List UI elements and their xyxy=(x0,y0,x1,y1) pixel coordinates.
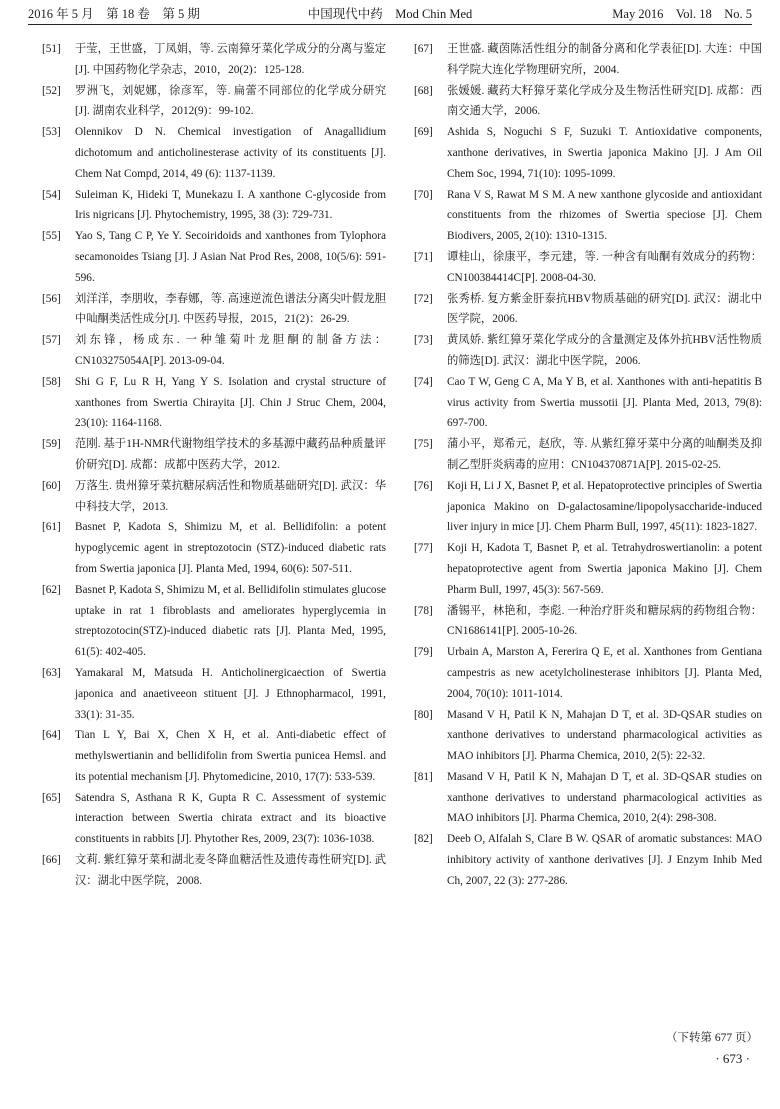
reference-entry xyxy=(414,289,762,331)
reference-number: [60] xyxy=(42,479,61,492)
reference-entry xyxy=(414,330,762,372)
reference-text: 范刚. 基于1H-NMR代谢物组学技术的多基源中藏药品种质量评价研究[D]. 成都：成都中医药大学，2012. xyxy=(75,438,386,471)
reference-text: Basnet P, Kadota S, Shimizu M, et al. Bellidifolin: a potent hypoglycemic agent in streptozotocin (STZ)-induced diabetic rats from Swertia japonica [J]. Planta Med, 1994, 60(6): 507-511. xyxy=(75,521,386,575)
reference-entry xyxy=(414,601,762,643)
page-number: · 673 · xyxy=(715,1051,750,1066)
reference-number: [82] xyxy=(414,833,433,846)
reference-entry xyxy=(42,226,386,288)
reference-number: [61] xyxy=(42,521,61,534)
reference-entry xyxy=(42,185,386,227)
reference-number: [81] xyxy=(414,770,433,783)
reference-number: [70] xyxy=(414,188,433,201)
reference-number: [78] xyxy=(414,604,433,617)
reference-text: Deeb O, Alfalah S, Clare B W. QSAR of aromatic substances: MAO inhibitory activity of xanthone derivatives [J]. J Enzym Inhib Med Ch, 2007, 22 (3): 277-286. xyxy=(447,833,762,887)
reference-number: [71] xyxy=(414,250,433,263)
reference-text: 张秀桥. 复方紫金肝泰抗HBV物质基础的研究[D]. 武汉：湖北中医学院，2006. xyxy=(447,292,762,326)
header-issue-info: 2016 年 5 月 第 18 卷 第 5 期 xyxy=(28,7,200,21)
header-journal-title: 中国现代中药 Mod Chin Med xyxy=(307,7,473,21)
reference-entry xyxy=(42,372,386,434)
reference-entry xyxy=(414,372,762,434)
reference-number: [52] xyxy=(42,84,61,97)
reference-number: [53] xyxy=(42,126,61,139)
continued-on-note: （下转第 677 页） xyxy=(666,1032,758,1044)
reference-entry xyxy=(42,476,386,518)
reference-entry xyxy=(42,39,386,81)
reference-number: [80] xyxy=(414,708,433,721)
reference-text: Urbain A, Marston A, Fererira Q E, et al. Xanthones from Gentiana campestris as new acetylcholinesterase inhibitors [J]. Planta Med, 2004, 70(10): 1011-1014. xyxy=(447,646,762,700)
reference-number: [63] xyxy=(42,666,61,679)
running-header xyxy=(28,4,752,24)
reference-text: Koji H, Li J X, Basnet P, et al. Hepatoprotective principles of Swertia japonica Makino on D-galactosamine/lipopolysaccharide-induced liver injury in mice [J]. Chem Pharm Bull, 1997, 45(11): 1823-1827. xyxy=(447,479,762,534)
reference-entry xyxy=(414,705,762,767)
reference-text: Masand V H, Patil K N, Mahajan D T, et al. 3D-QSAR studies on xanthone derivatives to understand pharmacological activities as MAO inhibitors [J]. Pharma Chemica, 2010, 2(4): 298-308. xyxy=(447,770,762,825)
reference-text: Cao T W, Geng C A, Ma Y B, et al. Xanthones with anti-hepatitis B virus activity from Swertia mussotii [J]. Planta Med, 2013, 79(8): 697-700. xyxy=(447,375,762,430)
reference-text: Suleiman K, Hideki T, Munekazu I. A xanthone C-glycoside from Iris nigricans [J]. Phytochemistry, 1995, 38 (3): 729-731. xyxy=(75,188,386,222)
reference-entry xyxy=(42,580,386,663)
reference-text: 罗洲飞，刘妮娜，徐彦军，等. 扁蕾不同部位的化学成分研究[J]. 湖南农业科学，2012(9)：99-102. xyxy=(75,84,386,118)
reference-number: [74] xyxy=(414,375,433,388)
reference-text: Satendra S, Asthana R K, Gupta R C. Assessment of systemic interaction between Swertia chirata extract and its bioactive constituents in rabbits [J]. Phytother Res, 2009, 23(7): 1036-1038. xyxy=(75,791,386,846)
reference-text: 潘锡平，林艳和，李彪. 一种治疗肝炎和糖尿病的药物组合物：CN1686141[P]. 2005-10-26. xyxy=(447,604,762,638)
reference-number: [64] xyxy=(42,729,61,742)
reference-text: Rana V S, Rawat M S M. A new xanthone glycoside and antioxidant constituents from the rhizomes of Swertia speciose [J]. Chem Biodivers, 2005, 2(10): 1310-1315. xyxy=(447,188,762,243)
reference-number: [79] xyxy=(414,646,433,659)
reference-entry xyxy=(42,122,386,184)
reference-text: Masand V H, Patil K N, Mahajan D T, et al. 3D-QSAR studies on xanthone derivatives to understand pharmacological activities as MAO inhibitors [J]. Pharma Chemica, 2010, 2(5): 22-32. xyxy=(447,708,762,763)
reference-number: [54] xyxy=(42,188,61,201)
reference-entry xyxy=(42,434,386,476)
reference-number: [55] xyxy=(42,230,61,243)
reference-text: Koji H, Kadota T, Basnet P, et al. Tetrahydroswertianolin: a potent hepatoprotective agent from Swertia japonica Makino [J]. Chem Pharm Bull, 1997, 45(3): 567-569. xyxy=(447,542,762,596)
reference-text: 文莉. 紫红獐牙菜和湖北麦冬降血糖活性及遗传毒性研究[D]. 武汉：湖北中医学院，2008. xyxy=(75,854,386,887)
reference-number: [62] xyxy=(42,583,61,596)
reference-entry xyxy=(42,850,386,892)
reference-text: Shi G F, Lu R H, Yang Y S. Isolation and crystal structure of xanthones from Swertia Chirayita [J]. Chin J Struc Chem, 2004, 23(10): 1164-1168. xyxy=(75,375,386,430)
reference-number: [56] xyxy=(42,292,61,305)
reference-text: Ashida S, Noguchi S F, Suzuki T. Antioxidative components, xanthone derivatives, in Swertia japonica Makino [J]. J Am Oil Chem Soc, 1994, 71(10): 1095-1099. xyxy=(447,126,762,180)
reference-text: Yamakaral M, Matsuda H. Anticholinergicaection of Swertia japonica and anaetiveeon stituent [J]. J Ethnopharmacol, 1991, 33(1): 31-35. xyxy=(75,666,386,721)
reference-entry xyxy=(414,642,762,704)
reference-text: 万落生. 贵州獐牙菜抗糖尿病活性和物质基础研究[D]. 武汉：华中科技大学，2013. xyxy=(75,479,386,513)
reference-entry xyxy=(414,81,762,123)
reference-number: [75] xyxy=(414,438,433,451)
reference-text: Tian L Y, Bai X, Chen X H, et al. Anti-diabetic effect of methylswertianin and bellidifolin from Swertia punicea Hemsl. and its potential mechanism [J]. Phytomedicine, 2010, 17(7): 533-539. xyxy=(75,729,386,783)
reference-text: 于莹，王世盛，丁凤娟，等. 云南獐牙菜化学成分的分离与鉴定[J]. 中国药物化学杂志，2010，20(2)：125-128. xyxy=(75,43,386,76)
reference-entry xyxy=(42,663,386,725)
reference-entry xyxy=(414,476,762,538)
reference-text: 刘东锋，杨成东. 一种雏菊叶龙胆酮的制备方法：CN103275054A[P]. 2013-09-04. xyxy=(75,334,386,367)
reference-text: 刘洋洋，李朋收，李春娜，等. 高速逆流色谱法分离尖叶假龙胆中𠮿酮类活性成分[J]. 中医药导报，2015，21(2)：26-29. xyxy=(75,292,386,326)
reference-entry xyxy=(42,517,386,579)
reference-number: [65] xyxy=(42,791,61,804)
references-left-column xyxy=(42,39,386,892)
reference-text: Yao S, Tang C P, Ye Y. Secoiridoids and xanthones from Tylophora secamonoides Tsiang [J]. J Asian Nat Prod Res, 2008, 10(5/6): 591-596. xyxy=(75,230,386,284)
reference-text: Olennikov D N. Chemical investigation of Anagallidium dichotomum and anticholinesterase activity of its constituents [J]. Chem Nat Compd, 2014, 49 (6): 1137-1139. xyxy=(75,126,386,180)
reference-text: 黄凤娇. 紫红獐牙菜化学成分的含量测定及体外抗HBV活性物质的筛选[D]. 武汉：湖北中医学院，2006. xyxy=(447,334,762,367)
reference-entry xyxy=(414,829,762,891)
reference-entry xyxy=(414,122,762,184)
reference-entry xyxy=(414,767,762,829)
reference-number: [67] xyxy=(414,43,433,55)
reference-number: [57] xyxy=(42,334,61,347)
reference-number: [68] xyxy=(414,84,433,97)
reference-number: [72] xyxy=(414,292,433,305)
reference-number: [77] xyxy=(414,542,433,555)
reference-number: [59] xyxy=(42,438,61,451)
reference-text: 王世盛. 藏茵陈活性组分的制备分离和化学表征[D]. 大连：中国科学院大连化学物理研究所，2004. xyxy=(447,43,762,76)
reference-entry xyxy=(42,289,386,331)
reference-entry xyxy=(42,330,386,372)
reference-number: [69] xyxy=(414,126,433,139)
reference-text: 谭桂山，徐康平，李元建，等. 一种含有𠮿酮有效成分的药物：CN100384414C[P]. 2008-04-30. xyxy=(447,250,762,284)
references-right-column xyxy=(414,39,762,892)
reference-number: [66] xyxy=(42,854,61,867)
reference-entry xyxy=(42,81,386,123)
header-issue-info-en: May 2016 Vol. 18 No. 5 xyxy=(612,7,752,21)
reference-entry xyxy=(42,788,386,850)
reference-text: 蒲小平，郑希元，赵欣，等. 从紫红獐牙菜中分离的𠮿酮类及抑制乙型肝炎病毒的应用：CN104370871A[P]. 2015-02-25. xyxy=(447,438,762,471)
reference-number: [73] xyxy=(414,334,433,347)
reference-entry xyxy=(414,434,762,476)
reference-entry xyxy=(414,185,762,247)
reference-number: [51] xyxy=(42,43,61,55)
header-rule xyxy=(28,24,752,25)
reference-number: [76] xyxy=(414,479,433,492)
reference-text: Basnet P, Kadota S, Shimizu M, et al. Bellidifolin stimulates glucose uptake in rat 1 fibroblasts and ameliorates hyperglycemia in streptozotocin(STZ)-induced diabetic rats [J]. Planta Med, 1995, 61(5): 402-405. xyxy=(75,583,386,659)
reference-entry xyxy=(414,247,762,289)
reference-text: 张媛媛. 藏药大籽獐牙菜化学成分及生物活性研究[D]. 成都：西南交通大学，2006. xyxy=(447,84,762,118)
reference-entry xyxy=(414,538,762,600)
reference-entry xyxy=(42,725,386,787)
reference-number: [58] xyxy=(42,375,61,388)
reference-entry xyxy=(414,39,762,81)
